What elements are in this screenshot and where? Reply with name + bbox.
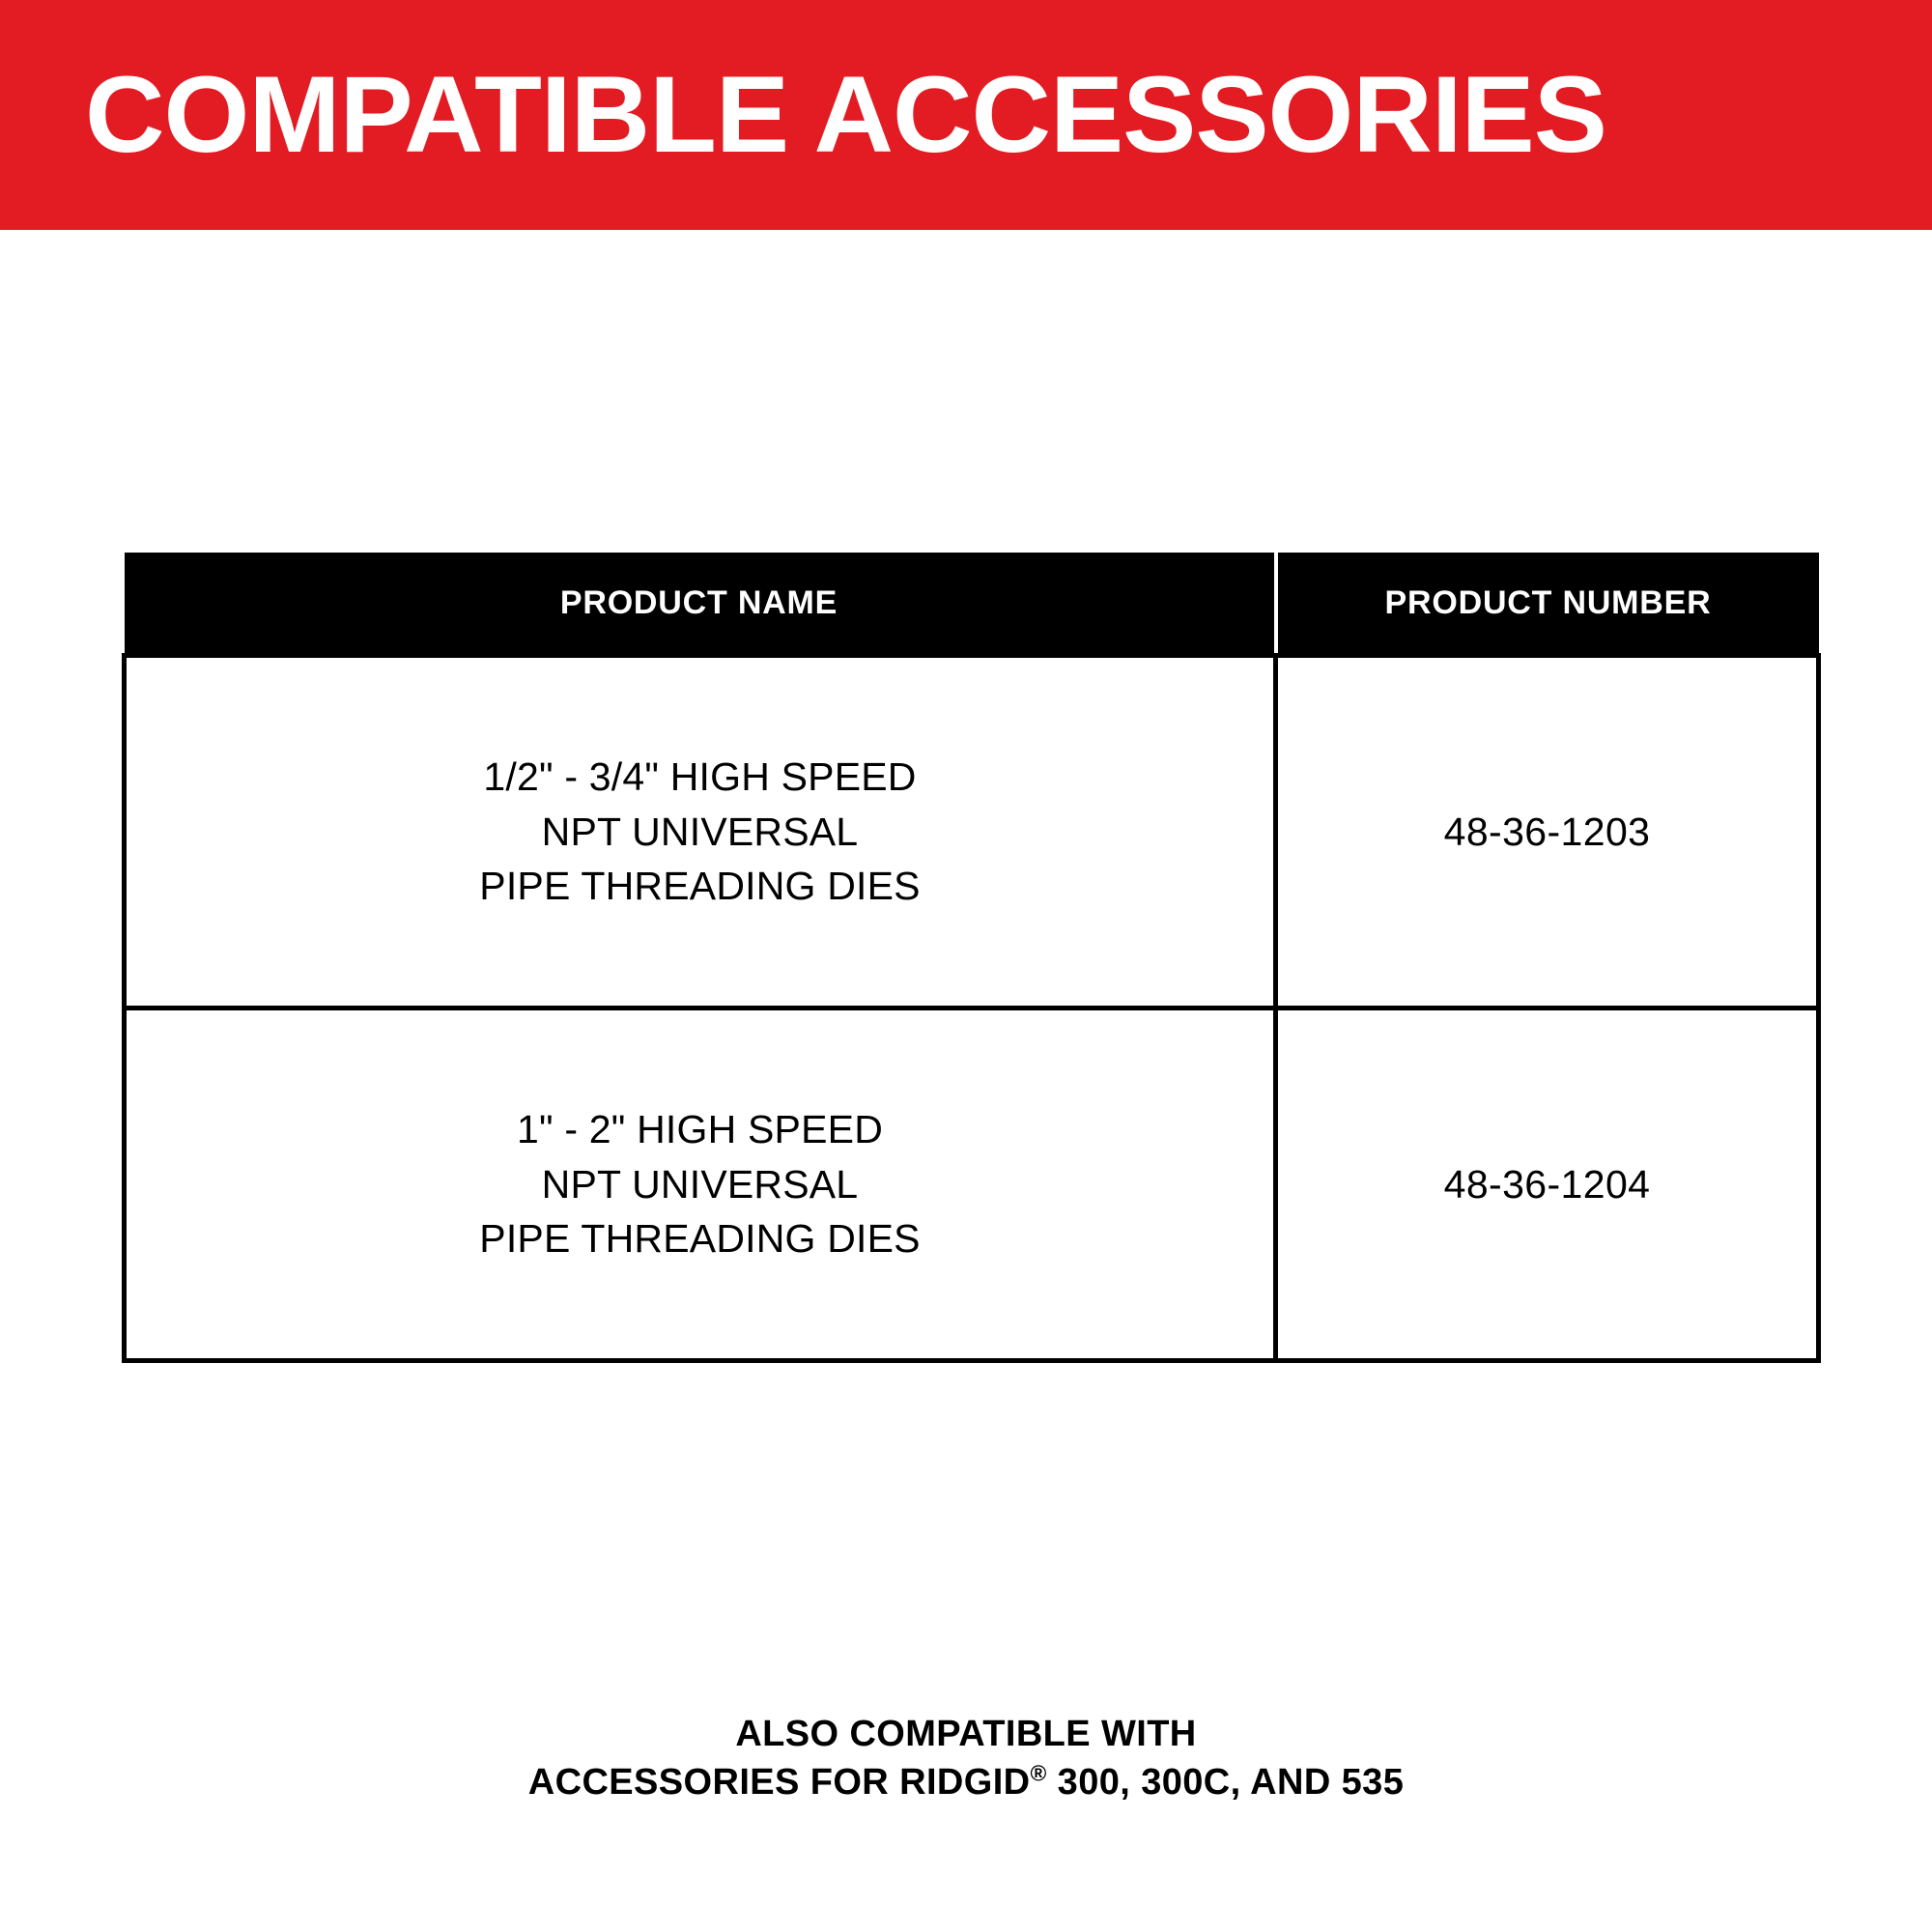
product-name-line-2: NPT UNIVERSAL bbox=[541, 1161, 859, 1207]
page-title: COMPATIBLE ACCESSORIES bbox=[85, 54, 1606, 175]
footer-line-2-suffix: 300, 300C, AND 535 bbox=[1046, 1762, 1405, 1804]
compatible-accessories-table bbox=[122, 553, 1821, 1363]
cell-product-number: 48-36-1204 bbox=[1276, 1009, 1819, 1361]
table-header-row bbox=[125, 553, 1819, 656]
footer-note bbox=[0, 1710, 1932, 1806]
cell-product-name bbox=[125, 1009, 1276, 1361]
table-body bbox=[125, 656, 1819, 1361]
compatible-accessories-table-wrapper bbox=[122, 553, 1812, 1363]
product-name-line-1: 1" - 2" HIGH SPEED bbox=[516, 1107, 884, 1152]
registered-trademark-symbol: ® bbox=[1030, 1760, 1047, 1786]
table-header bbox=[125, 553, 1819, 656]
column-header-product-name: PRODUCT NAME bbox=[125, 553, 1276, 656]
header-banner bbox=[0, 0, 1932, 230]
product-name-line-1: 1/2" - 3/4" HIGH SPEED bbox=[483, 754, 917, 800]
footer-line-2 bbox=[0, 1758, 1932, 1806]
cell-product-name bbox=[125, 656, 1276, 1009]
footer-line-2-text: ACCESSORIES FOR RIDGID bbox=[527, 1762, 1031, 1804]
product-name-line-3: PIPE THREADING DIES bbox=[479, 864, 921, 909]
column-header-product-number: PRODUCT NUMBER bbox=[1276, 553, 1819, 656]
product-name-line-3: PIPE THREADING DIES bbox=[479, 1216, 921, 1262]
cell-product-number: 48-36-1203 bbox=[1276, 656, 1819, 1009]
table-row bbox=[125, 1009, 1819, 1361]
product-name-line-2: NPT UNIVERSAL bbox=[541, 809, 859, 854]
footer-line-1: ALSO COMPATIBLE WITH bbox=[735, 1714, 1197, 1754]
table-row bbox=[125, 656, 1819, 1009]
